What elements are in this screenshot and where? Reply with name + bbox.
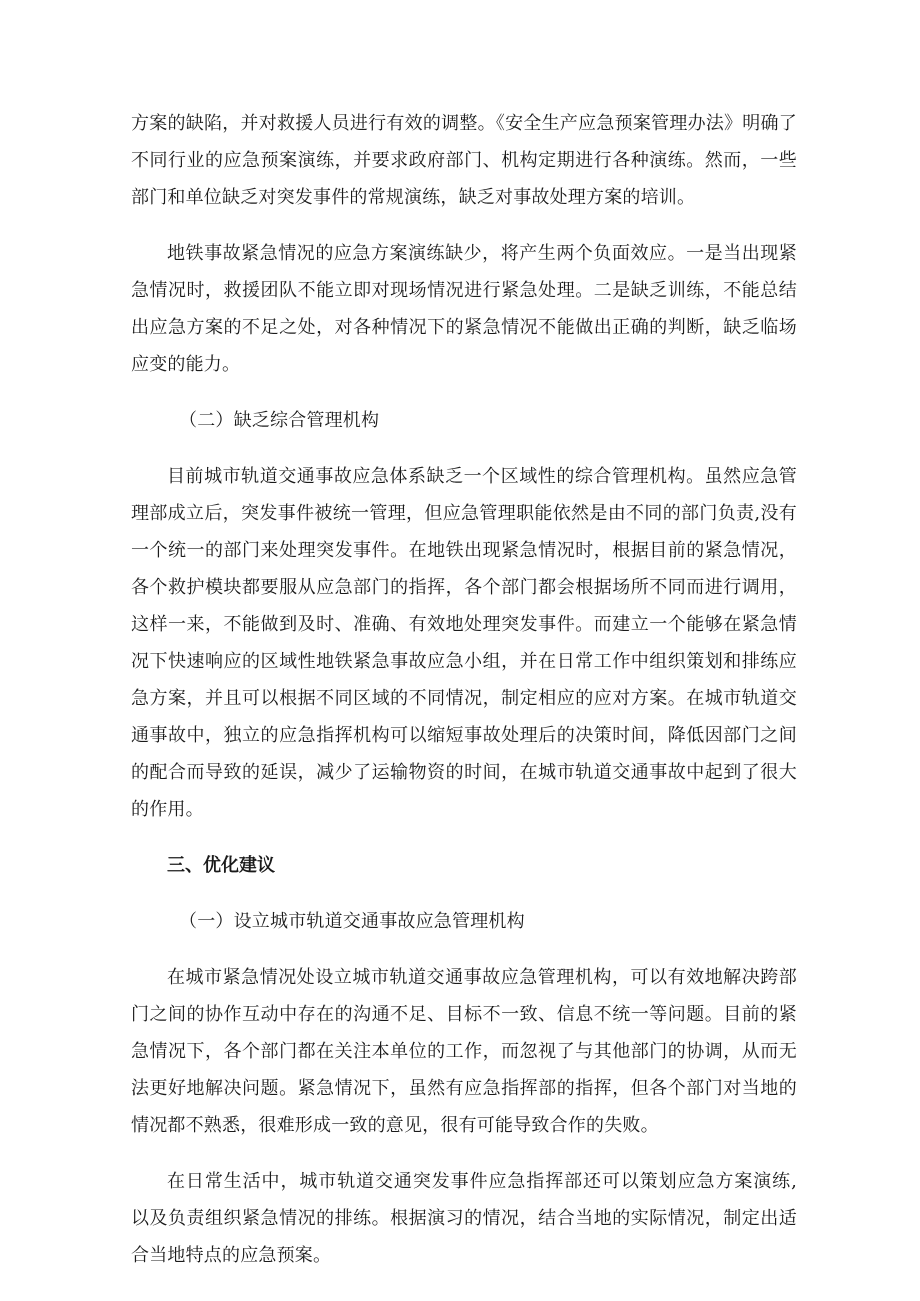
paragraph-gap xyxy=(131,216,797,235)
paragraph-drill-effects: 地铁事故紧急情况的应急方案演练缺少，将产生两个负面效应。一是当出现紧急情况时，救援团队不能立即对现场情况进行紧急处理。二是缺乏训练，不能总结出应急方案的不足之处，对各种情况下的紧急情况不能做出正确的判断，缺乏临场应变的能力。 xyxy=(131,243,797,375)
paragraph-gap xyxy=(131,383,797,402)
subheading-establish-agency: （一）设立城市轨道交通事故应急管理机构 xyxy=(179,911,525,932)
paragraph-gap xyxy=(131,439,797,458)
section-heading-optimization: 三、优化建议 xyxy=(167,855,275,876)
paragraph-plan-drills: 方案的缺陷，并对救援人员进行有效的调整。《安全生产应急预案管理办法》明确了不同行业的应急预案演练，并要求政府部门、机构定期进行各种演练。然而，一些部门和单位缺乏对突发事件的常规演练，缺乏对事故处理方案的培训。 xyxy=(131,113,797,208)
paragraph-daily-drills: 在日常生活中，城市轨道交通突发事件应急指挥部还可以策划应急方案演练, 以及负责组织紧急情况的排练。根据演习的情况，结合当地的实际情况，制定出适合当地特点的应急预案。 xyxy=(131,1171,797,1266)
paragraph-gap xyxy=(131,940,797,959)
subheading-lack-management: （二）缺乏综合管理机构 xyxy=(179,410,380,431)
document-body xyxy=(131,105,797,1274)
paragraph-gap xyxy=(131,1144,797,1163)
paragraph-cross-department: 在城市紧急情况处设立城市轨道交通事故应急管理机构，可以有效地解决跨部门之间的协作互动中存在的沟通不足、目标不一致、信息不统一等问题。目前的紧急情况下，各个部门都在关注本单位的工作，而忽视了与其他部门的协调，从而无法更好地解决问题。紧急情况下，虽然有应急指挥部的指挥，但各个部门对当地的情况都不熟悉，很难形成一致的意见，很有可能导致合作的失败。 xyxy=(131,967,797,1136)
paragraph-gap xyxy=(131,828,797,847)
paragraph-gap xyxy=(131,884,797,903)
paragraph-management-agency: 目前城市轨道交通事故应急体系缺乏一个区域性的综合管理机构。虽然应急管理部成立后，突发事件被统一管理，但应急管理职能依然是由不同的部门负责,没有一个统一的部门来处理突发事件。在地铁出现紧急情况时，根据目前的紧急情况，各个救护模块都要服从应急部门的指挥，各个部门都会根据场所不同而进行调用，这样一来，不能做到及时、准确、有效地处理突发事件。而建立一个能够在紧急情况下快速响应的区域性地铁紧急事故应急小组，并在日常工作中组织策划和排练应急方案，并且可以根据不同区域的不同情况，制定相应的应对方案。在城市轨道交通事故中，独立的应急指挥机构可以缩短事故处理后的决策时间，降低因部门之间的配合而导致的延误，减少了运输物资的时间，在城市轨道交通事故中起到了很大的作用。 xyxy=(131,466,797,820)
